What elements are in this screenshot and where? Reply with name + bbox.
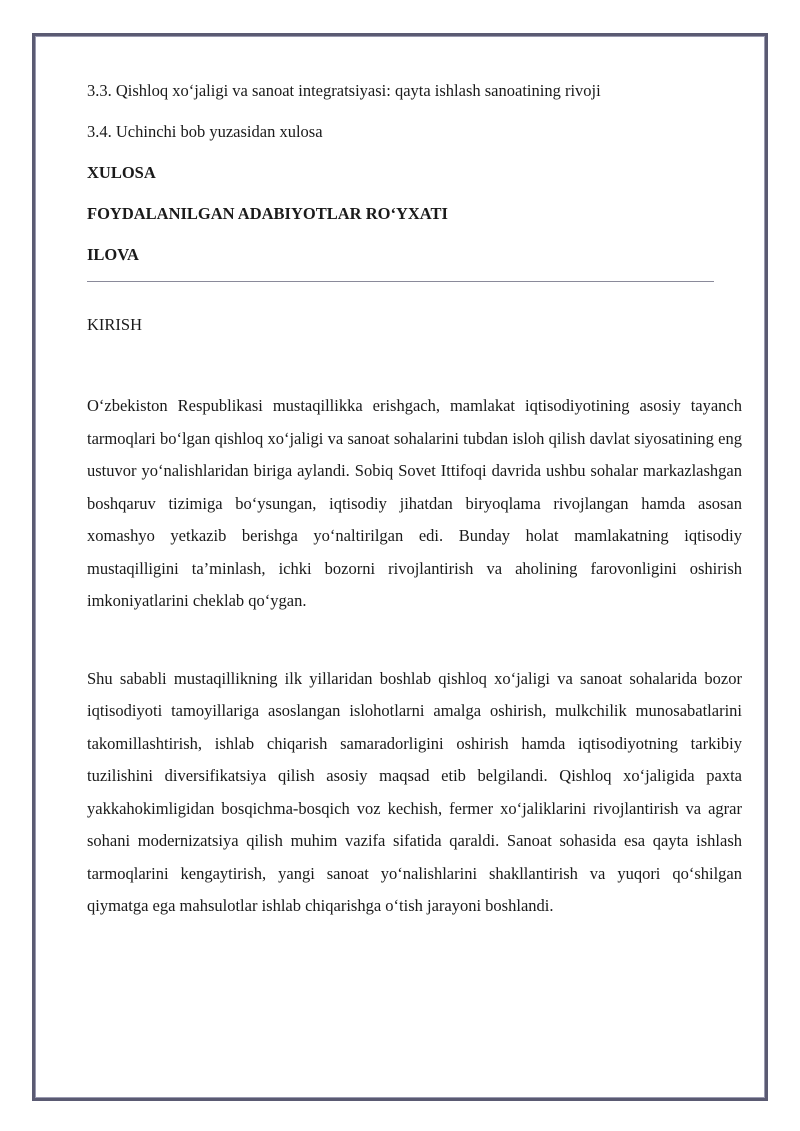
section-heading-kirish: KIRISH [87, 315, 143, 334]
toc-item-adabiyotlar: FOYDALANILGAN ADABIYOTLAR RO‘YXATI [87, 204, 448, 223]
paragraph-1: O‘zbekiston Respublikasi mustaqillikka erishgach, mamlakat iqtisodiyotining asosiy tayanch tarmoqlari bo‘lgan qishloq xo‘jaligi va sanoat sohalarini tubdan isloh qilish davlat siyosatining eng ustuvor yo‘nalishlaridan biriga aylandi. Sobiq Sovet Ittifoqi davrida ushbu sohalar markazlashgan boshqaruv tizimiga bo‘ysungan, iqtisodiy jihatdan biryoqlama rivojlangan hamda asosan xomashyo yetkazib berishga yo‘naltirilgan edi. Bunday holat mamlakatning iqtisodiy mustaqilligini ta’minlash, ichki bozorni rivojlantirish va aholining farovonligini oshirish imkoniyatlarini cheklab qo‘ygan. [87, 396, 742, 610]
toc-item-3-4: 3.4. Uchinchi bob yuzasidan xulosa [87, 122, 323, 141]
toc-item-3-3: 3.3. Qishloq xo‘jaligi va sanoat integratsiyasi: qayta ishlash sanoatining rivoji [87, 81, 601, 100]
toc-item-xulosa: XULOSA [87, 163, 156, 182]
table-of-contents [87, 70, 742, 275]
paragraph-2: Shu sababli mustaqillikning ilk yillaridan boshlab qishloq xo‘jaligi va sanoat sohalarida bozor iqtisodiyoti tamoyillariga asoslangan islohotlarni amalga oshirish, mulkchilik munosabatlarini takomillashtirish, ishlab chiqarish samaradorligini oshirish hamda iqtisodiyotning tarkibiy tuzilishini diversifikatsiya qilish asosiy maqsad etib belgilandi. Qishloq xo‘jaligida paxta yakkahokimligidan bosqichma-bosqich voz kechish, fermer xo‘jaliklarini rivojlantirish va agrar sohani modernizatsiya qilish muhim vazifa sifatida qaraldi. Sanoat sohasida esa qayta ishlash tarmoqlarini kengaytirish, yangi sanoat yo‘nalishlarini shakllantirish va yuqori qo‘shilgan qiymatga ega mahsulotlar ishlab chiqarishga o‘tish jarayoni boshlandi. [87, 668, 742, 915]
document-content [87, 70, 742, 923]
section-divider [87, 281, 714, 282]
toc-item-ilova: ILOVA [87, 245, 139, 264]
